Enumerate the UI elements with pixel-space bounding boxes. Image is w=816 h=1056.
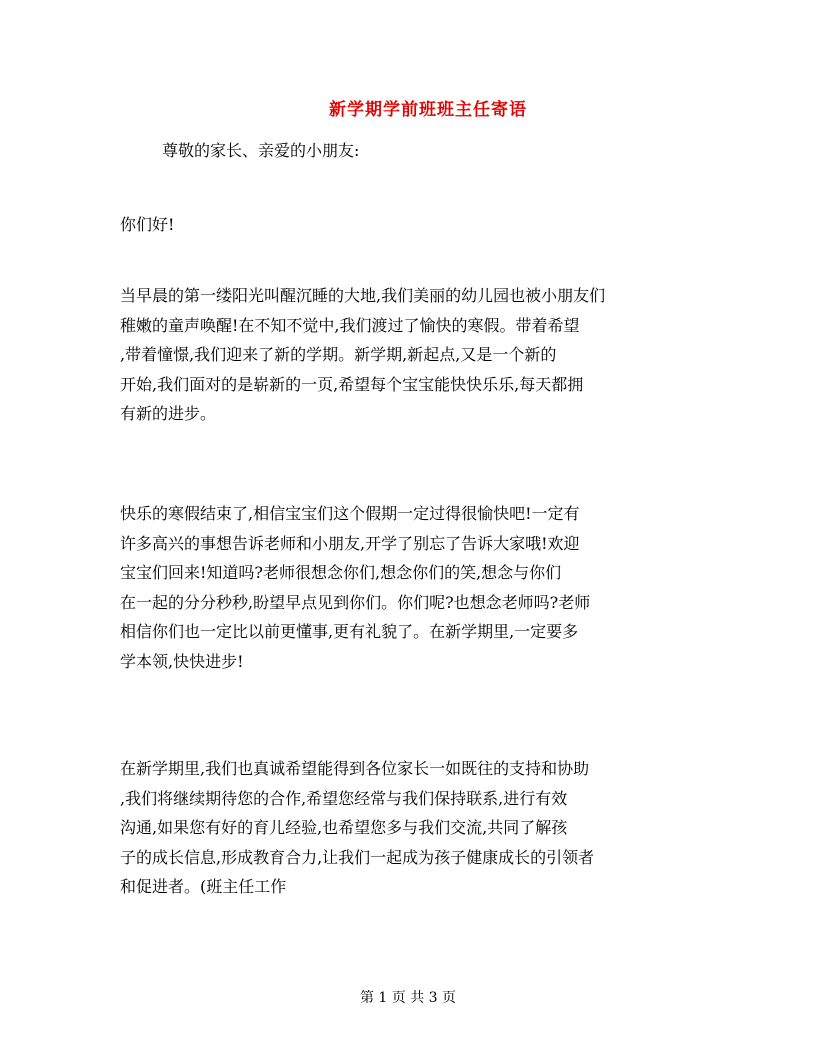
text-line: 许多高兴的事想告诉老师和小朋友,开学了别忘了告诉大家哦!欢迎 [120, 533, 580, 553]
text-line: 快乐的寒假结束了,相信宝宝们这个假期一定过得很愉快吧!一定有 [120, 504, 580, 523]
text-line: 在一起的分分秒秒,盼望早点见到你们。你们呢?也想念老师吗?老师 [120, 592, 591, 612]
paragraph-1 [120, 281, 695, 429]
text-line: 沟通,如果您有好的育儿经验,也希望您多与我们交流,共同了解孩 [120, 818, 568, 837]
text-line: 稚嫩的童声唤醒!在不知不觉中,我们渡过了愉快的寒假。带着希望 [120, 315, 580, 335]
text-line: 学本领,快快进步! [120, 651, 244, 671]
text-line: 子的成长信息,形成教育合力,让我们一起成为孩子健康成长的引领者 [120, 847, 595, 867]
text-line: 和促进者。(班主任工作 [120, 877, 287, 896]
page-footer: 第 1 页 共 3 页 [359, 990, 457, 1006]
hello-line: 你们好! [120, 215, 175, 234]
text-line: 在新学期里,我们也真诚希望能得到各位家长一如既往的支持和协助 [120, 759, 590, 778]
text-line: ,我们将继续期待您的合作,希望您经常与我们保持联系,进行有效 [120, 788, 568, 808]
text-line: ,带着憧憬,我们迎来了新的学期。新学期,新起点,又是一个新的 [120, 345, 557, 364]
text-line: 宝宝们回来!知道吗?老师很想念你们,想念你们的笑,想念与你们 [120, 563, 562, 582]
text-line: 当早晨的第一缕阳光叫醒沉睡的大地,我们美丽的幼儿园也被小朋友们 [120, 286, 606, 305]
text-line: 开始,我们面对的是崭新的一页,希望每个宝宝能快快乐乐,每天都拥 [120, 374, 584, 394]
paragraph-3 [120, 754, 695, 902]
greeting-line: 尊敬的家长、亲爱的小朋友: [162, 141, 360, 160]
text-line: 相信你们也一定比以前更懂事,更有礼貌了。在新学期里,一定要多 [120, 622, 579, 641]
document-title: 新学期学前班班主任寄语 [329, 100, 527, 120]
text-line: 有新的进步。 [120, 404, 217, 423]
paragraph-2 [120, 499, 695, 676]
